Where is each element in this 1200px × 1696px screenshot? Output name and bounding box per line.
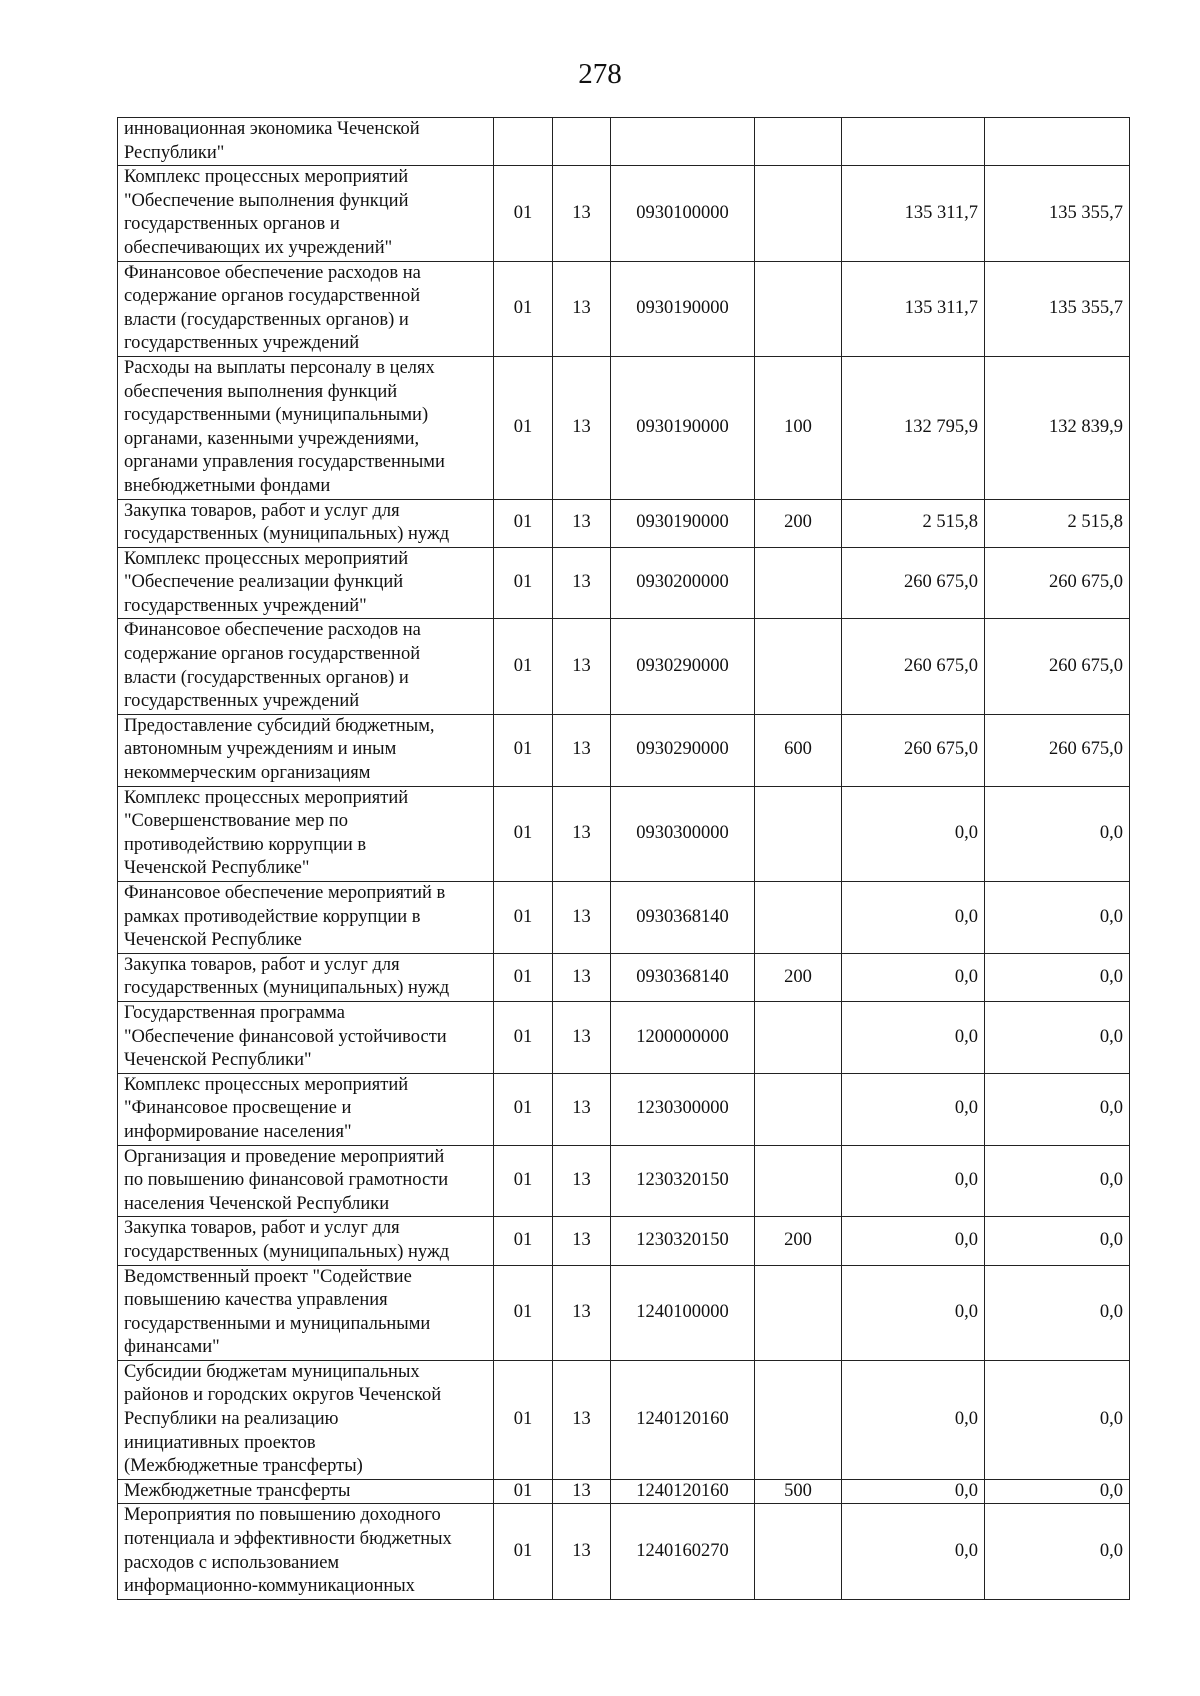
row-subsection-cell: 13	[553, 1145, 611, 1217]
row-target-code-cell: 1240100000	[611, 1265, 755, 1360]
row-target-code-cell: 1230320150	[611, 1145, 755, 1217]
row-section-cell: 01	[494, 953, 553, 1001]
row-subsection-cell: 13	[553, 547, 611, 619]
table-row	[118, 619, 1130, 714]
row-name-text: Комплекс процессных мероприятий "Финансовое просвещение и информирование населения"	[124, 1074, 409, 1142]
row-amount-year2-cell: 0,0	[985, 1001, 1130, 1073]
row-name-cell	[118, 1265, 494, 1360]
row-subsection-cell: 13	[553, 1073, 611, 1145]
row-amount-year2-cell: 0,0	[985, 1145, 1130, 1217]
row-name-text: Комплекс процессных мероприятий "Совершенствование мер по противодействию коррупции в Чеченской Республике"	[124, 787, 409, 879]
row-expense-type-cell	[755, 261, 842, 356]
row-amount-year2-cell: 0,0	[985, 1360, 1130, 1479]
row-amount-year1-cell: 260 675,0	[842, 714, 985, 786]
row-amount-year1-cell: 2 515,8	[842, 499, 985, 547]
row-subsection-cell: 13	[553, 1504, 611, 1599]
row-amount-year2-cell: 0,0	[985, 953, 1130, 1001]
row-amount-year1-cell: 0,0	[842, 1479, 985, 1504]
row-amount-year1-cell: 0,0	[842, 1360, 985, 1479]
row-subsection-cell: 13	[553, 1001, 611, 1073]
row-amount-year1-cell: 135 311,7	[842, 166, 985, 261]
row-target-code-cell: 0930368140	[611, 953, 755, 1001]
row-expense-type-cell: 200	[755, 499, 842, 547]
row-name-cell	[118, 1145, 494, 1217]
table-row	[118, 499, 1130, 547]
row-subsection-cell	[553, 118, 611, 166]
row-subsection-cell: 13	[553, 499, 611, 547]
row-section-cell: 01	[494, 499, 553, 547]
row-section-cell: 01	[494, 547, 553, 619]
row-section-cell: 01	[494, 1265, 553, 1360]
table-row	[118, 1360, 1130, 1479]
row-expense-type-cell	[755, 882, 842, 954]
row-section-cell: 01	[494, 882, 553, 954]
row-amount-year1-cell: 260 675,0	[842, 547, 985, 619]
row-section-cell: 01	[494, 1073, 553, 1145]
row-subsection-cell: 13	[553, 261, 611, 356]
row-target-code-cell: 1240120160	[611, 1360, 755, 1479]
row-name-text: Закупка товаров, работ и услуг для государственных (муниципальных) нужд	[124, 500, 450, 545]
row-expense-type-cell: 600	[755, 714, 842, 786]
row-amount-year1-cell: 0,0	[842, 1145, 985, 1217]
row-name-text: Комплекс процессных мероприятий "Обеспечение реализации функций государственных учреждений"	[124, 548, 409, 616]
table-row	[118, 1073, 1130, 1145]
row-amount-year1-cell	[842, 118, 985, 166]
row-amount-year2-cell: 0,0	[985, 1479, 1130, 1504]
row-name-cell	[118, 714, 494, 786]
row-section-cell: 01	[494, 356, 553, 499]
row-amount-year1-cell: 0,0	[842, 1001, 985, 1073]
row-amount-year1-cell: 0,0	[842, 786, 985, 881]
row-subsection-cell: 13	[553, 714, 611, 786]
row-name-text: Ведомственный проект "Содействие повышению качества управления государственными и муниципальными финансами"	[124, 1266, 431, 1358]
row-expense-type-cell	[755, 1504, 842, 1599]
row-name-cell	[118, 619, 494, 714]
row-name-cell	[118, 547, 494, 619]
row-amount-year2-cell: 132 839,9	[985, 356, 1130, 499]
row-expense-type-cell: 500	[755, 1479, 842, 1504]
row-target-code-cell: 0930200000	[611, 547, 755, 619]
row-name-text: Закупка товаров, работ и услуг для государственных (муниципальных) нужд	[124, 1218, 450, 1262]
row-name-cell	[118, 1504, 494, 1599]
row-section-cell: 01	[494, 1001, 553, 1073]
row-section-cell: 01	[494, 1360, 553, 1479]
row-expense-type-cell: 200	[755, 953, 842, 1001]
row-section-cell: 01	[494, 1145, 553, 1217]
row-amount-year2-cell: 260 675,0	[985, 714, 1130, 786]
row-target-code-cell: 1240120160	[611, 1479, 755, 1504]
row-subsection-cell: 13	[553, 953, 611, 1001]
table-row	[118, 1504, 1130, 1599]
row-name-cell	[118, 356, 494, 499]
row-amount-year1-cell: 132 795,9	[842, 356, 985, 499]
row-amount-year1-cell: 0,0	[842, 882, 985, 954]
table-row	[118, 1145, 1130, 1217]
row-section-cell: 01	[494, 786, 553, 881]
row-name-cell	[118, 118, 494, 166]
row-amount-year2-cell: 260 675,0	[985, 547, 1130, 619]
row-target-code-cell: 0930190000	[611, 356, 755, 499]
budget-table	[117, 117, 1130, 1600]
table-row	[118, 714, 1130, 786]
row-amount-year1-cell: 0,0	[842, 1073, 985, 1145]
row-target-code-cell: 0930290000	[611, 619, 755, 714]
row-expense-type-cell	[755, 1265, 842, 1360]
row-expense-type-cell: 100	[755, 356, 842, 499]
row-target-code-cell: 1200000000	[611, 1001, 755, 1073]
row-subsection-cell: 13	[553, 1479, 611, 1504]
row-amount-year1-cell: 0,0	[842, 1265, 985, 1360]
row-expense-type-cell	[755, 1145, 842, 1217]
row-target-code-cell	[611, 118, 755, 166]
row-name-cell	[118, 1479, 494, 1504]
row-expense-type-cell	[755, 166, 842, 261]
row-name-cell	[118, 166, 494, 261]
page-number: 278	[578, 58, 622, 90]
row-amount-year1-cell: 0,0	[842, 953, 985, 1001]
row-name-cell	[118, 1217, 494, 1265]
row-expense-type-cell	[755, 1001, 842, 1073]
row-expense-type-cell	[755, 619, 842, 714]
row-subsection-cell: 13	[553, 786, 611, 881]
row-name-text: Комплекс процессных мероприятий "Обеспечение выполнения функций государственных органов и обеспечивающих их учреждений"	[124, 167, 409, 258]
row-subsection-cell: 13	[553, 1217, 611, 1265]
table-row	[118, 356, 1130, 499]
row-target-code-cell: 1230320150	[611, 1217, 755, 1265]
row-name-text: Предоставление субсидий бюджетным, автономным учреждениям и иным некоммерческим организациям	[124, 715, 435, 784]
table-row	[118, 1479, 1130, 1504]
row-subsection-cell: 13	[553, 619, 611, 714]
table-row	[118, 547, 1130, 619]
table-row	[118, 1217, 1130, 1265]
table-row	[118, 261, 1130, 356]
row-name-cell	[118, 953, 494, 1001]
row-name-cell	[118, 1360, 494, 1479]
row-expense-type-cell	[755, 118, 842, 166]
table-row	[118, 166, 1130, 261]
row-target-code-cell: 0930100000	[611, 166, 755, 261]
row-amount-year1-cell: 260 675,0	[842, 619, 985, 714]
row-section-cell	[494, 118, 553, 166]
row-name-text: Финансовое обеспечение расходов на содержание органов государственной власти (государственных органов) и государственных учреждений	[124, 262, 421, 354]
row-target-code-cell: 0930368140	[611, 882, 755, 954]
row-name-cell	[118, 1001, 494, 1073]
row-section-cell: 01	[494, 619, 553, 714]
row-target-code-cell: 0930290000	[611, 714, 755, 786]
row-expense-type-cell: 200	[755, 1217, 842, 1265]
table-row	[118, 1001, 1130, 1073]
row-name-text: Закупка товаров, работ и услуг для государственных (муниципальных) нужд	[124, 954, 450, 999]
table-row	[118, 118, 1130, 166]
row-amount-year2-cell: 2 515,8	[985, 499, 1130, 547]
row-target-code-cell: 1230300000	[611, 1073, 755, 1145]
row-amount-year2-cell	[985, 118, 1130, 166]
row-amount-year2-cell: 260 675,0	[985, 619, 1130, 714]
table-body	[118, 118, 1130, 1600]
row-expense-type-cell	[755, 1360, 842, 1479]
row-target-code-cell: 0930190000	[611, 499, 755, 547]
row-subsection-cell: 13	[553, 1265, 611, 1360]
table-row	[118, 1265, 1130, 1360]
row-target-code-cell: 0930190000	[611, 261, 755, 356]
row-name-text: Финансовое обеспечение расходов на содержание органов государственной власти (государственных органов) и государственных учреждений	[124, 620, 421, 712]
row-amount-year1-cell: 0,0	[842, 1217, 985, 1265]
row-section-cell: 01	[494, 261, 553, 356]
row-name-cell	[118, 499, 494, 547]
row-amount-year2-cell: 135 355,7	[985, 166, 1130, 261]
row-section-cell: 01	[494, 1504, 553, 1599]
row-name-cell	[118, 261, 494, 356]
row-amount-year2-cell: 0,0	[985, 1217, 1130, 1265]
row-amount-year2-cell: 0,0	[985, 1504, 1130, 1599]
row-target-code-cell: 1240160270	[611, 1504, 755, 1599]
row-amount-year2-cell: 0,0	[985, 882, 1130, 954]
row-name-cell	[118, 786, 494, 881]
row-section-cell: 01	[494, 714, 553, 786]
row-target-code-cell: 0930300000	[611, 786, 755, 881]
row-name-text: Субсидии бюджетам муниципальных районов и городских округов Чеченской Республики на реализацию инициативных проектов (Межбюджетные трансферты)	[124, 1361, 442, 1477]
row-amount-year2-cell: 0,0	[985, 1265, 1130, 1360]
row-name-text: Организация и проведение мероприятий по повышению финансовой грамотности населения Чеченской Республики	[124, 1146, 449, 1214]
row-name-cell	[118, 1073, 494, 1145]
row-subsection-cell: 13	[553, 1360, 611, 1479]
row-section-cell: 01	[494, 1217, 553, 1265]
row-section-cell: 01	[494, 166, 553, 261]
row-amount-year1-cell: 135 311,7	[842, 261, 985, 356]
row-subsection-cell: 13	[553, 166, 611, 261]
row-name-text: Мероприятия по повышению доходного потенциала и эффективности бюджетных расходов с использованием информационно-коммуникационных	[124, 1505, 452, 1597]
row-name-text: Расходы на выплаты персоналу в целях обеспечения выполнения функций государственными (муниципальными) органами, казенными учреждениями, органами управления государственными внебюджетными фондами	[124, 357, 445, 496]
row-amount-year2-cell: 135 355,7	[985, 261, 1130, 356]
table-row	[118, 882, 1130, 954]
row-subsection-cell: 13	[553, 356, 611, 499]
table-row	[118, 953, 1130, 1001]
table-row	[118, 786, 1130, 881]
row-amount-year2-cell: 0,0	[985, 1073, 1130, 1145]
row-expense-type-cell	[755, 547, 842, 619]
row-section-cell: 01	[494, 1479, 553, 1504]
row-amount-year2-cell: 0,0	[985, 786, 1130, 881]
row-amount-year1-cell: 0,0	[842, 1504, 985, 1599]
row-expense-type-cell	[755, 786, 842, 881]
row-name-text: инновационная экономика Чеченской Республики"	[124, 119, 420, 163]
row-name-cell	[118, 882, 494, 954]
row-name-text: Финансовое обеспечение мероприятий в рамках противодействие коррупции в Чеченской Республике	[124, 883, 446, 951]
row-name-text: Межбюджетные трансферты	[124, 1480, 351, 1501]
row-subsection-cell: 13	[553, 882, 611, 954]
row-expense-type-cell	[755, 1073, 842, 1145]
row-name-text: Государственная программа "Обеспечение финансовой устойчивости Чеченской Республики"	[124, 1002, 447, 1071]
